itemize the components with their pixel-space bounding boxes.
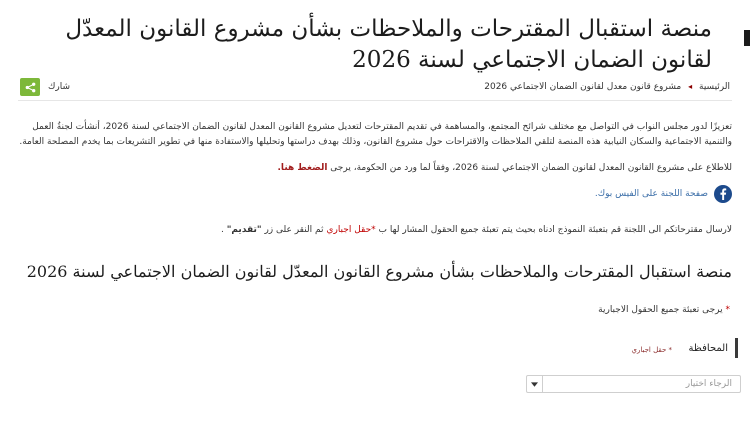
form-title: منصة استقبال المقترحات والملاحظات بشأن مشروع القانون المعدّل لقانون الضمان الاجتماعي لسنة 2026 [26, 262, 732, 281]
field-accent-bar [735, 338, 738, 358]
law-link-text: للاطلاع على مشروع القانون المعدل لقانون الضمان الاجتماعي لسنة 2026، وفقاً لما ورد من الحكومة، يرجى [330, 163, 732, 173]
edge-decoration [744, 30, 750, 46]
breadcrumb [484, 82, 730, 92]
required-fields-note [598, 305, 730, 315]
governorate-label: المحافظة [688, 343, 728, 354]
law-click-here-link[interactable]: الضغط هنا. [277, 163, 328, 173]
share-control [20, 78, 70, 96]
breadcrumb-current: مشروع قانون معدل لقانون الضمان الاجتماعي 2026 [484, 82, 682, 92]
instruction-start: لارسال مقترحاتكم الى اللجنة قم بتعبئة النموذج ادناه بحيث يتم تعبئة جميع الحقول المشار لها ب [378, 225, 732, 235]
law-link-line [18, 163, 732, 173]
breadcrumb-home-link[interactable]: الرئيسية [699, 82, 730, 92]
page-title: منصة استقبال المقترحات والملاحظات بشأن مشروع القانون المعدّل لقانون الضمان الاجتماعي لسنة 2026 [65, 16, 712, 73]
share-icon [25, 82, 36, 93]
breadcrumb-separator-icon: ◂ [688, 82, 693, 91]
intro-paragraph: تعزيزًا لدور مجلس النواب في التواصل مع مختلف شرائح المجتمع، والمساهمة في تقديم المقترحات لتعديل مشروع القانون المعدل لقانون الضمان الاجتماعي لسنة 2026، أنشأت لجنةُ العمل والتنمية الاجتماعية والسكان النيابية هذه المنصة لتلقي الملاحظات والاقتراحات حول مشروع القانون، وذلك بهدف دراستها وتحليلها والاستفادة منها في تطوير التشريعات بما يخدم المصلحة العامة. [19, 122, 732, 147]
facebook-icon [718, 188, 728, 200]
share-button[interactable] [20, 78, 40, 96]
governorate-select[interactable] [526, 375, 741, 393]
required-star: * [725, 305, 730, 315]
facebook-icon-button[interactable] [714, 185, 732, 203]
instruction-middle: ثم النقر على زر [264, 225, 324, 235]
required-note-text: يرجى تعبئة جميع الحقول الاجبارية [598, 305, 723, 315]
toolbar [18, 78, 732, 101]
instruction-text [18, 225, 732, 235]
governorate-required-hint: * حقل اجباري [631, 346, 672, 354]
facebook-row [595, 185, 732, 203]
instruction-end: . [220, 225, 224, 235]
governorate-select-placeholder: الرجاء اختيار [685, 379, 732, 389]
share-label[interactable]: شارك [48, 82, 71, 92]
submit-button-name: "تقديم" [226, 225, 262, 235]
chevron-down-icon[interactable] [527, 376, 543, 392]
facebook-page-link[interactable]: صفحة اللجنة على الفيس بوك. [594, 189, 708, 199]
required-field-marker: *حقل اجباري [326, 225, 376, 235]
